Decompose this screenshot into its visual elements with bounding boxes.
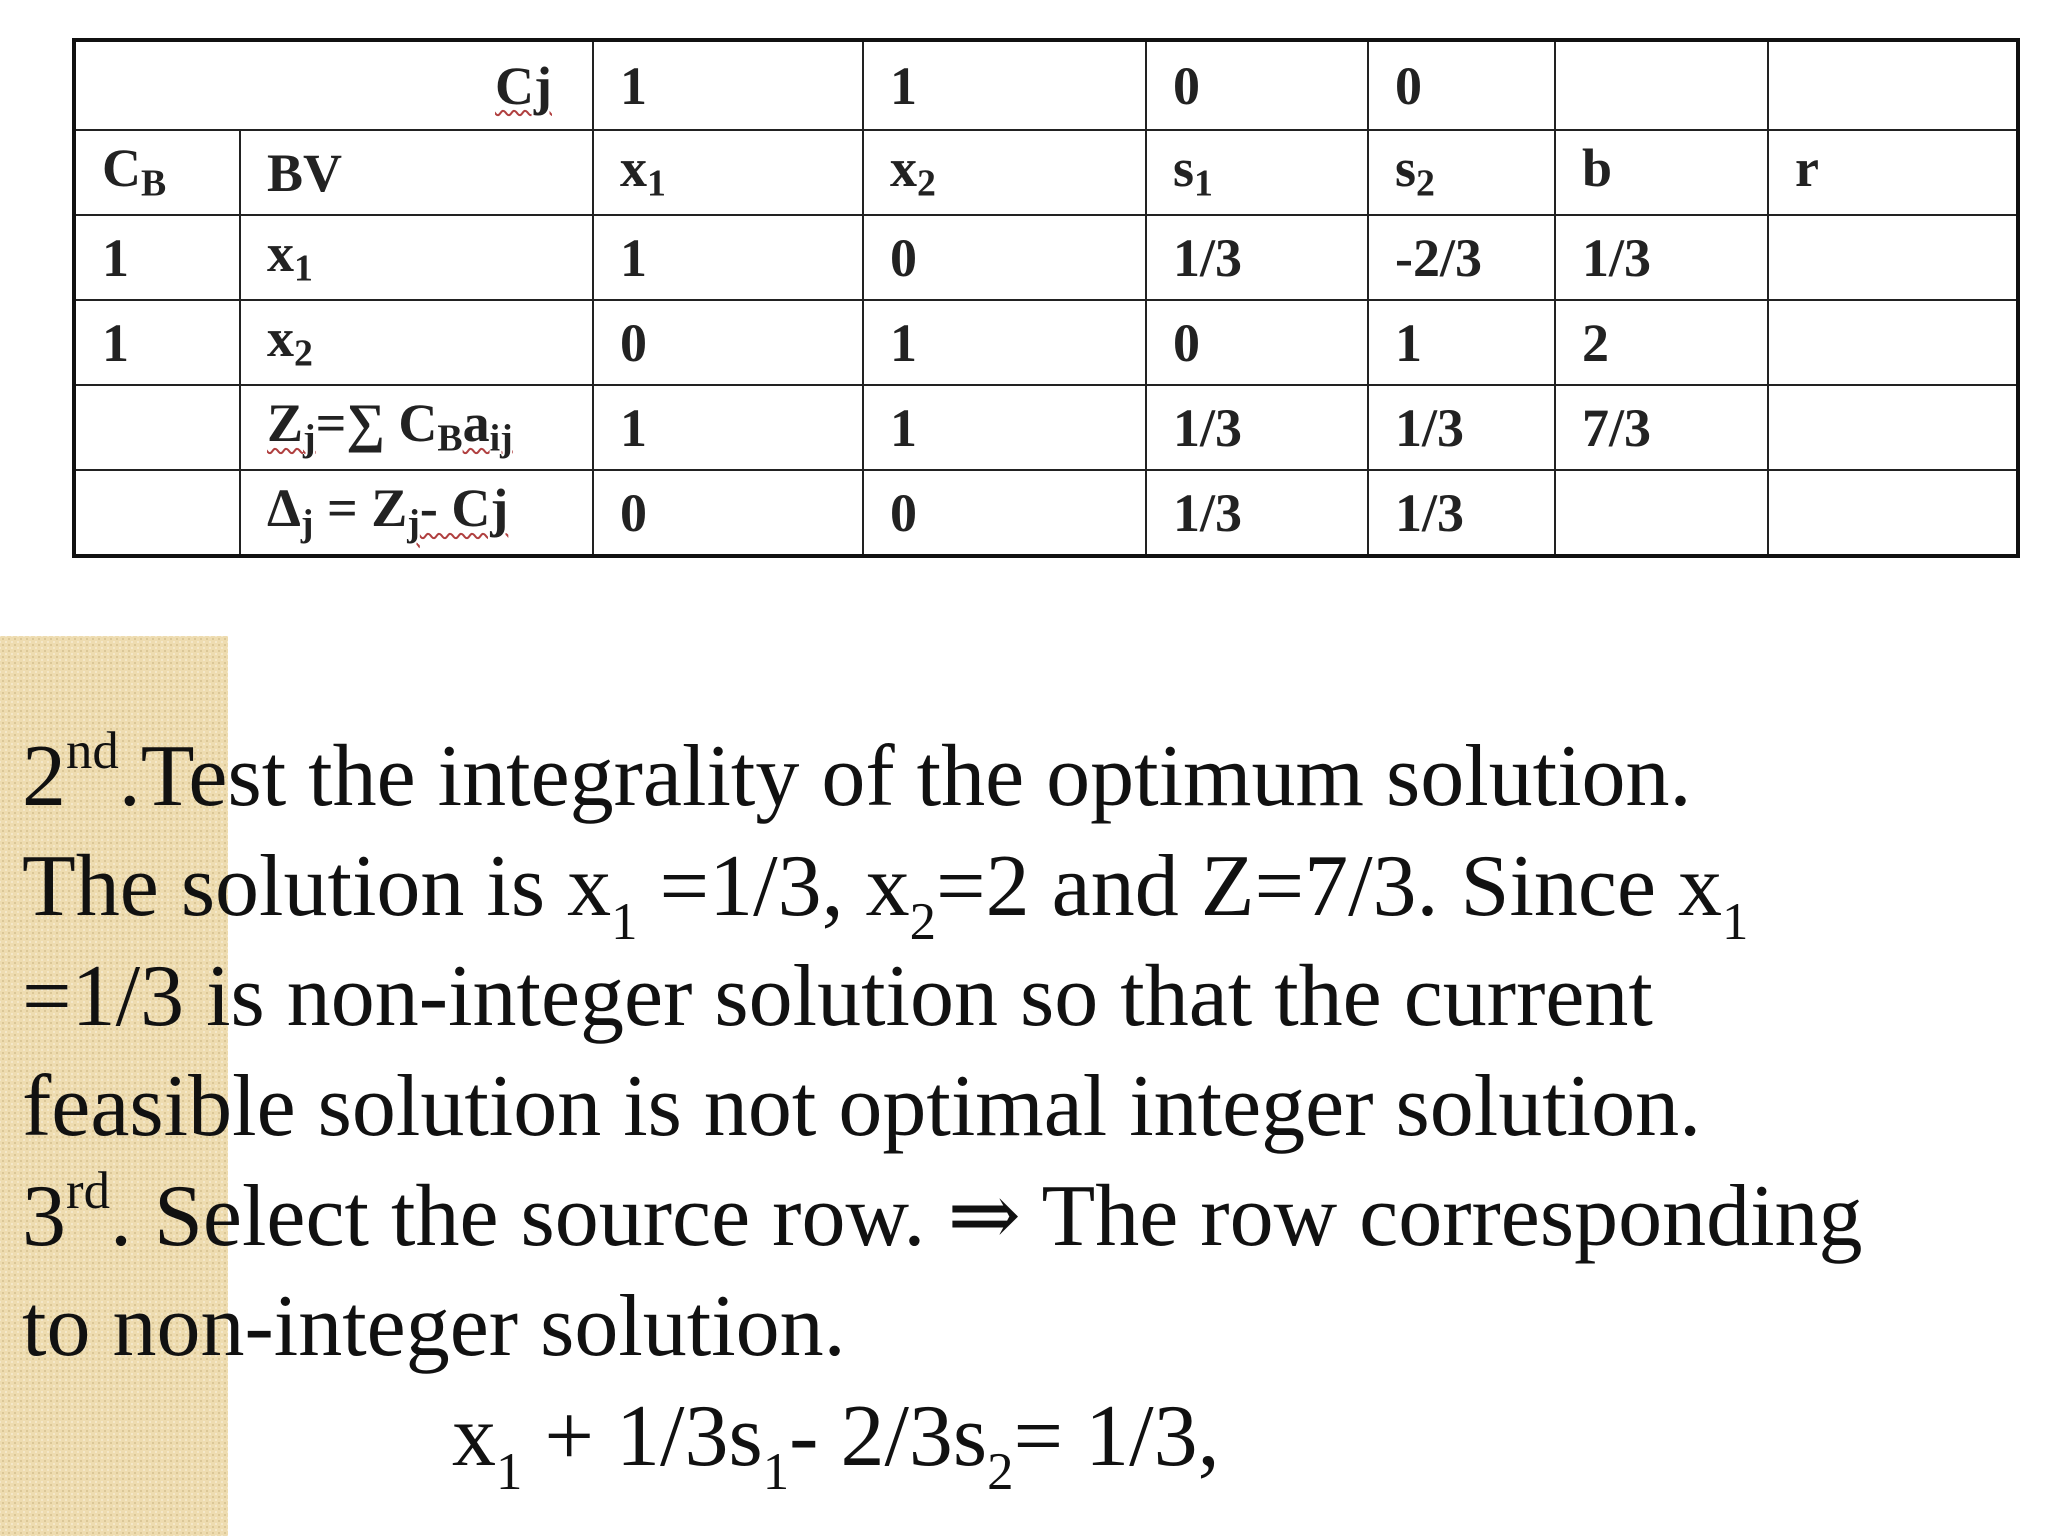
bv-header: BV	[240, 130, 593, 215]
zj-row	[74, 385, 2018, 470]
text-line: feasible solution is not optimal integer solution.	[22, 1058, 1702, 1155]
cell: 0	[593, 470, 863, 556]
cell: 1/3	[1146, 385, 1368, 470]
text-line: =1/3 is non-integer solution so that the current	[22, 948, 1653, 1045]
cell: 2	[1555, 300, 1768, 385]
delta-label: $\Delta_j = Z_j-$ Cj	[240, 470, 593, 556]
cj-value: 1	[593, 40, 863, 130]
cell	[1768, 385, 2018, 470]
zj-label: $Z_j=\sum$ $C_Ba_{ij}$	[240, 385, 593, 470]
cell	[1768, 300, 2018, 385]
cell: 1/3	[1368, 470, 1555, 556]
table-row	[74, 215, 2018, 300]
cb-value: 1	[74, 300, 240, 385]
cell: -2/3	[1368, 215, 1555, 300]
empty-cell	[74, 470, 240, 556]
cell: 0	[1146, 300, 1368, 385]
cj-value: 0	[1368, 40, 1555, 130]
cell	[1768, 470, 2018, 556]
cj-label-cell	[74, 40, 593, 130]
cell: 1	[593, 385, 863, 470]
cell: 1/3	[1368, 385, 1555, 470]
solution-line: The solution is $x_1 =1/3$, $x_2=2$ and Z=7/3. Since $x_1$	[22, 838, 1749, 951]
col-header-r: r	[1768, 130, 2018, 215]
cell	[1768, 215, 2018, 300]
cell: 1	[1368, 300, 1555, 385]
col-header-s1: $s_1$	[1146, 130, 1368, 215]
cj-value: 1	[863, 40, 1146, 130]
cell: 0	[863, 215, 1146, 300]
step-2-heading: 2nd.Test the integrality of the optimum solution.	[22, 722, 1692, 825]
cell: 1/3	[1555, 215, 1768, 300]
source-row-equation: $x_1 + 1/3s_1-$ $2/3s_2= 1/3$,	[452, 1388, 1220, 1501]
cell: 1	[593, 215, 863, 300]
cell: 1/3	[1146, 215, 1368, 300]
bv-value: $x_1$	[240, 215, 593, 300]
cj-row	[74, 40, 2018, 130]
cell: 0	[863, 470, 1146, 556]
cell: 1	[863, 385, 1146, 470]
cb-value: 1	[74, 215, 240, 300]
cell: 1/3	[1146, 470, 1368, 556]
header-row	[74, 130, 2018, 215]
col-header-b: b	[1555, 130, 1768, 215]
delta-row	[74, 470, 2018, 556]
text-line: to non-integer solution.	[22, 1278, 846, 1375]
step-3-heading: 3rd. Select the source row. ⇒ The row corresponding	[22, 1162, 1863, 1265]
cell: 0	[593, 300, 863, 385]
col-header-s2: $s_2$	[1368, 130, 1555, 215]
table-row	[74, 300, 2018, 385]
body-text	[22, 722, 2022, 1501]
cj-label: Cj	[495, 55, 552, 116]
bv-value: $x_2$	[240, 300, 593, 385]
cell: 7/3	[1555, 385, 1768, 470]
cb-header: $C_B$	[74, 130, 240, 215]
simplex-tableau	[72, 38, 2020, 558]
cell: 1	[863, 300, 1146, 385]
cj-value	[1768, 40, 2018, 130]
cj-value	[1555, 40, 1768, 130]
empty-cell	[74, 385, 240, 470]
col-header-x2: $x_2$	[863, 130, 1146, 215]
cj-value: 0	[1146, 40, 1368, 130]
col-header-x1: $x_1$	[593, 130, 863, 215]
cell	[1555, 470, 1768, 556]
